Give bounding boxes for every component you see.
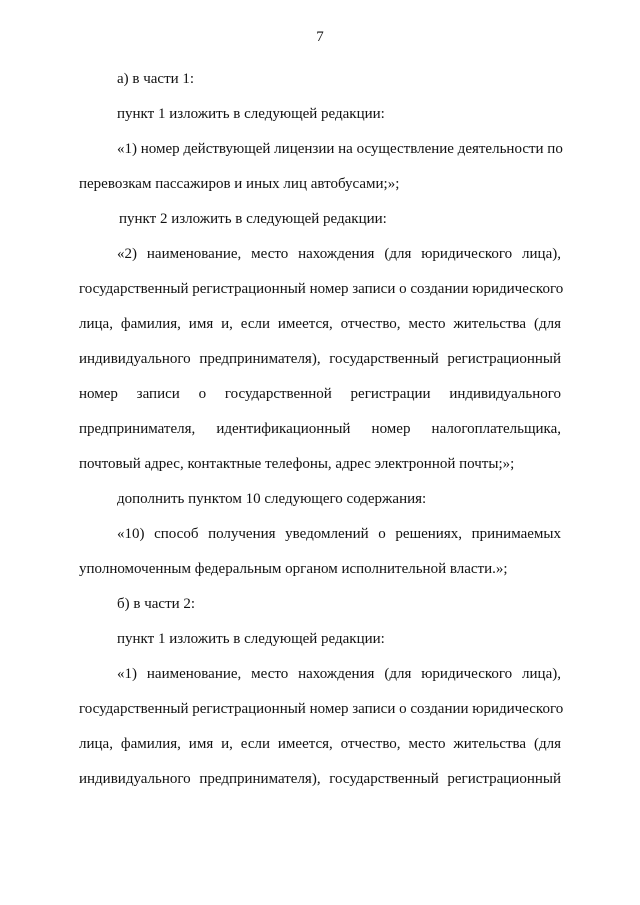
text-line: «1) номер действующей лицензии на осуществление деятельности по	[117, 141, 563, 157]
text-line: почтовый адрес, контактные телефоны, адрес электронной почты;»;	[79, 456, 515, 472]
text-line: «2) наименование, место нахождения (для юридического лица),	[117, 246, 561, 262]
text-line: предпринимателя, идентификационный номер налогоплательщика,	[79, 421, 561, 437]
page-number: 7	[316, 29, 324, 45]
text-line: индивидуального предпринимателя), государственный регистрационный	[79, 351, 561, 367]
text-line: номер записи о государственной регистрации индивидуального	[79, 386, 561, 402]
text-line: государственный регистрационный номер записи о создании юридического	[79, 281, 564, 297]
text-line: пункт 2 изложить в следующей редакции:	[119, 211, 387, 227]
text-line: «1) наименование, место нахождения (для юридического лица),	[117, 666, 561, 682]
text-line: уполномоченным федеральным органом исполнительной власти.»;	[79, 561, 508, 577]
text-line: б) в части 2:	[117, 596, 196, 612]
text-line: государственный регистрационный номер записи о создании юридического	[79, 701, 564, 717]
text-line: пункт 1 изложить в следующей редакции:	[117, 106, 385, 122]
text-line: перевозкам пассажиров и иных лиц автобусами;»;	[79, 176, 400, 192]
text-line: пункт 1 изложить в следующей редакции:	[117, 631, 385, 647]
text-line: дополнить пунктом 10 следующего содержания:	[117, 491, 427, 507]
text-line: а) в части 1:	[117, 71, 195, 87]
text-line: «10) способ получения уведомлений о решениях, принимаемых	[117, 526, 561, 542]
text-line: лица, фамилия, имя и, если имеется, отчество, место жительства (для	[79, 316, 561, 332]
text-line: лица, фамилия, имя и, если имеется, отчество, место жительства (для	[79, 736, 561, 752]
text-line: индивидуального предпринимателя), государственный регистрационный	[79, 771, 561, 787]
